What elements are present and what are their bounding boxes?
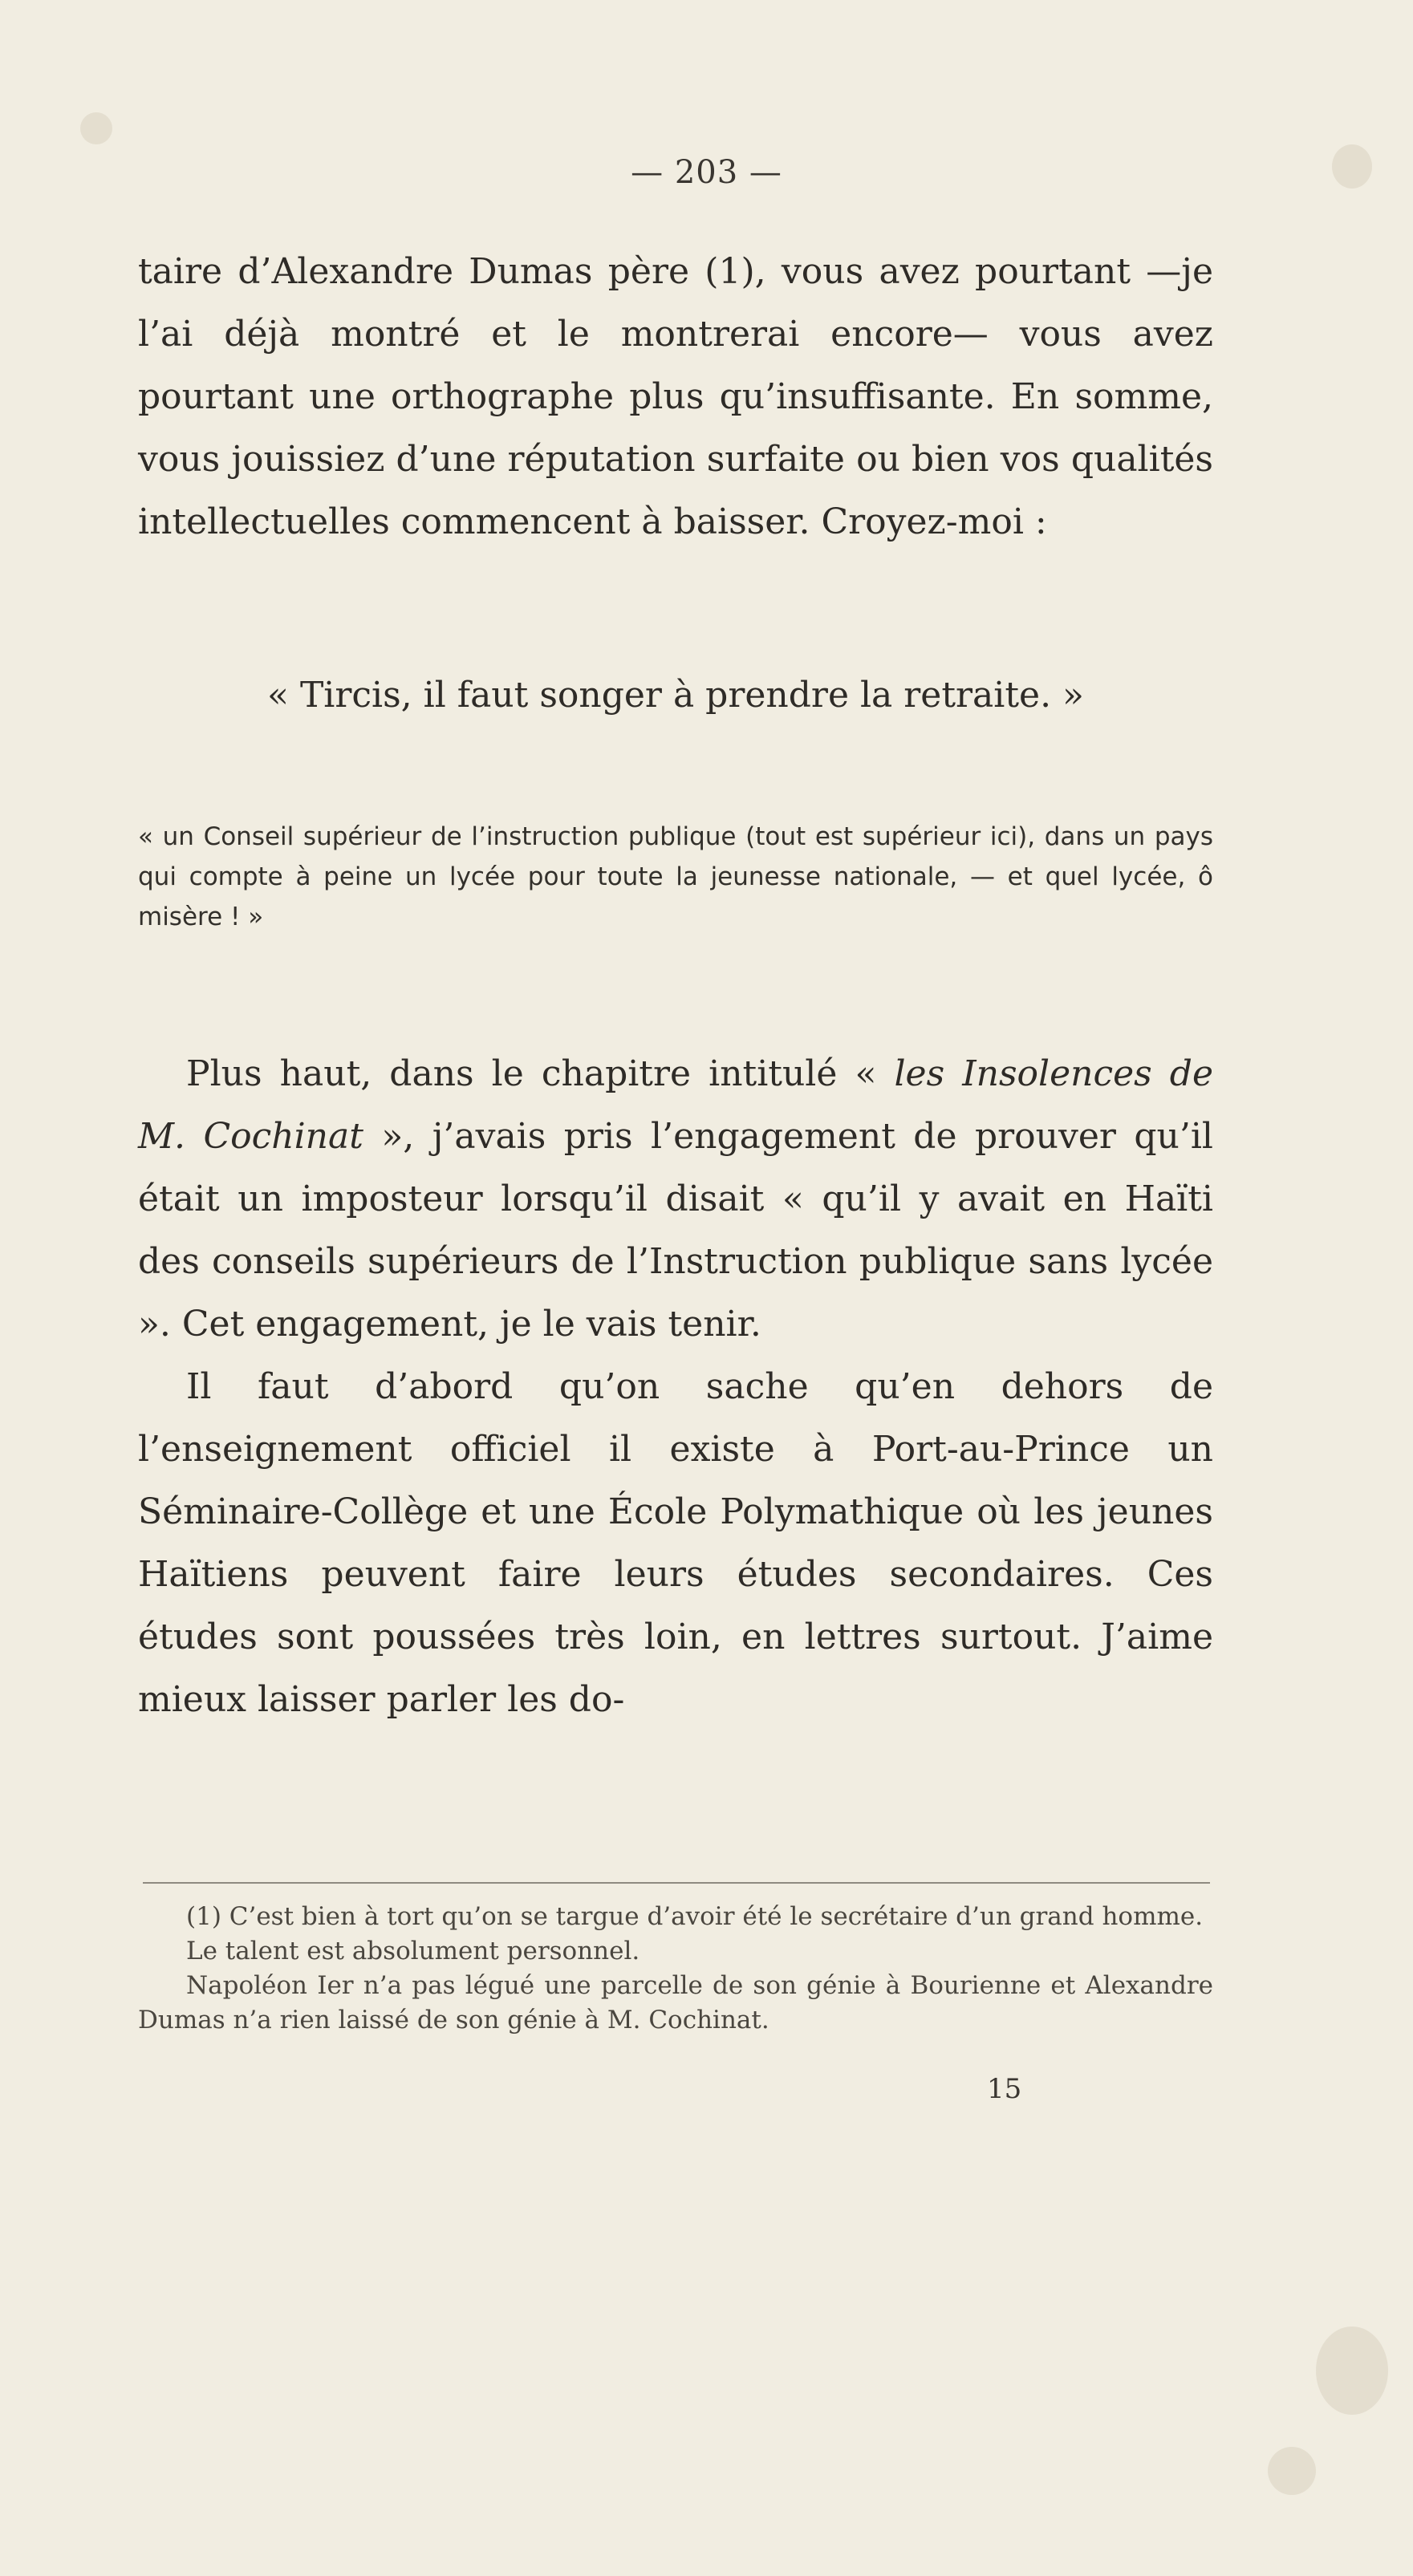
footnote-2: Le talent est absolument personnel. [186,1937,640,1965]
paragraph-text: », j’avais pris l’engagement de prouver qu’il était un imposteur lorsqu’il disait « qu’il y avait en Haïti des conseils supérieurs de l’Instruction publique sans lycée ». Cet engagement, je le vais tenir. [138,1116,1213,1345]
footnotes [138,1900,1213,2038]
paragraph-plus-haut [138,1043,1213,1356]
signature-mark: 15 [987,2073,1022,2105]
paragraph-il-faut: Il faut d’abord qu’on sache qu’en dehors de l’enseignement officiel il existe à Port-au-Prince un Séminaire-Collège et une École Polymathique où les jeunes Haïtiens peuvent faire leurs études secondaires. Ces études sont poussées très loin, en lettres surtout. J’aime mieux laisser parler les do- [138,1366,1213,1720]
chapter-title: les Insolences de M. Cochinat [138,1053,1213,1157]
footnote-1: (1) C’est bien à tort qu’on se targue d’avoir été le secrétaire d’un grand homme. [186,1902,1204,1931]
body-text-top [138,241,1213,554]
paragraph-continuation: taire d’Alexandre Dumas père (1), vous avez pourtant —je l’ai déjà montré et le montrerai encore— vous avez pourtant une orthographe plus qu’insuffisante. En somme, vous jouissiez d’une réputation surfaite ou bien vos qualités intellectuelles commencent à baisser. Croyez-moi : [138,251,1213,542]
body-text-bottom [138,1043,1213,1731]
footnote-3: Napoléon Ier n’a pas légué une parcelle de son génie à Bourienne et Alexandre Dumas n’a rien laissé de son génie à M. Cochinat. [138,1971,1213,2034]
paper-stain [1316,2327,1388,2415]
paper-stain [80,112,112,144]
verse-quote: « Tircis, il faut songer à prendre la retraite. » [267,675,1084,716]
paper-stain [1268,2447,1316,2495]
page-number: — 203 — [631,154,782,191]
paragraph-text: Plus haut, dans le chapitre intitulé « [186,1053,895,1094]
quoted-citation: « un Conseil supérieur de l’instruction publique (tout est supérieur ici), dans un pays qui compte à peine un lycée pour toute la jeunesse nationale, — et quel lycée, ô misère ! » [138,822,1213,931]
footnote-rule [143,1882,1210,1884]
